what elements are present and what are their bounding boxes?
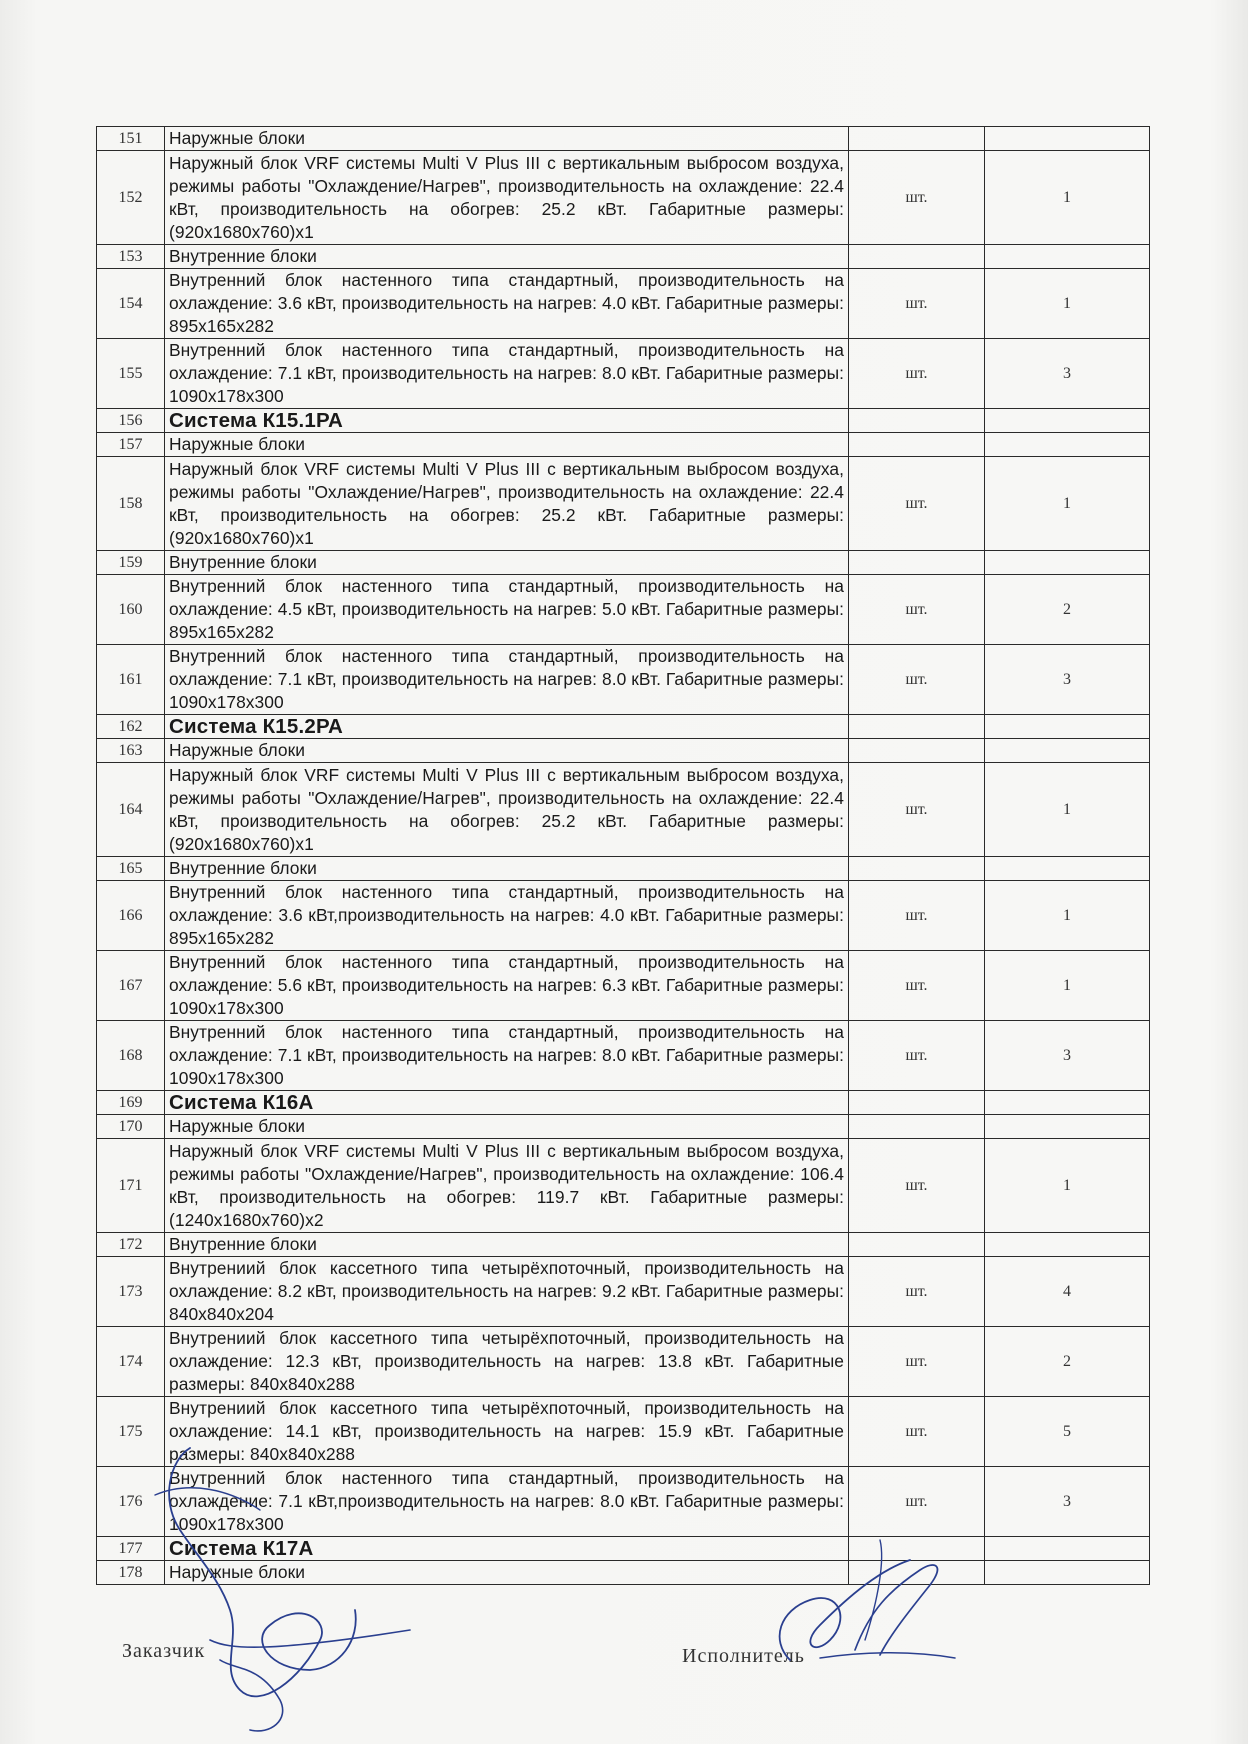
quantity: 1: [985, 763, 1150, 857]
row-number: 168: [97, 1021, 165, 1091]
unit-of-measure: [849, 739, 985, 763]
row-number: 164: [97, 763, 165, 857]
quantity: [985, 739, 1150, 763]
item-description: Внутренний блок настенного типа стандартный, производительность на охлаждение: 3.6 кВт,производительность на нагрев: 4.0 кВт. Габаритные размеры: 895x165x282: [165, 881, 849, 951]
row-number: 162: [97, 715, 165, 739]
item-description: Внутренний блок настенного типа стандартный, производительность на охлаждение: 5.6 кВт, производительность на нагрев: 6.3 кВт. Габаритные размеры: 1090x178x300: [165, 951, 849, 1021]
quantity: 4: [985, 1257, 1150, 1327]
row-number: 151: [97, 127, 165, 151]
row-number: 152: [97, 151, 165, 245]
row-number: 154: [97, 269, 165, 339]
quantity: 3: [985, 1021, 1150, 1091]
row-number: 169: [97, 1091, 165, 1115]
row-number: 177: [97, 1537, 165, 1561]
item-description: Наружные блоки: [165, 1561, 849, 1585]
row-number: 165: [97, 857, 165, 881]
row-number: 174: [97, 1327, 165, 1397]
item-description: Внутренний блок настенного типа стандартный, производительность на охлаждение: 7.1 кВт, производительность на нагрев: 8.0 кВт. Габаритные размеры: 1090x178x300: [165, 1021, 849, 1091]
table-row: [97, 739, 1150, 763]
quantity: [985, 1561, 1150, 1585]
table-row: [97, 127, 1150, 151]
item-description: Внутрениий блок кассетного типа четырёхпоточный, производительность на охлаждение: 8.2 кВт, производительность на нагрев: 9.2 кВт. Габаритные размеры: 840x840x204: [165, 1257, 849, 1327]
spec-table-body: [97, 127, 1150, 1585]
item-description: Внутренние блоки: [165, 1233, 849, 1257]
table-row: [97, 551, 1150, 575]
item-description: Система К15.1РА: [165, 409, 849, 433]
row-number: 176: [97, 1467, 165, 1537]
item-description: Наружные блоки: [165, 433, 849, 457]
quantity: 1: [985, 457, 1150, 551]
table-row: [97, 881, 1150, 951]
row-number: 156: [97, 409, 165, 433]
system-header-row: [97, 715, 1150, 739]
item-description: Внутрениий блок кассетного типа четырёхпоточный, производительность на охлаждение: 12.3 кВт, производительность на нагрев: 13.8 кВт. Габаритные размеры: 840x840x288: [165, 1327, 849, 1397]
unit-of-measure: шт.: [849, 763, 985, 857]
row-number: 170: [97, 1115, 165, 1139]
item-description: Внутренние блоки: [165, 245, 849, 269]
row-number: 175: [97, 1397, 165, 1467]
unit-of-measure: [849, 551, 985, 575]
row-number: 173: [97, 1257, 165, 1327]
table-row: [97, 433, 1150, 457]
item-description: Наружный блок VRF системы Multi V Plus III с вертикальным выбросом воздуха, режимы работы "Охлаждение/Нагрев", производительность на охлаждение: 22.4 кВт, производительность на обогрев: 25.2 кВт. Габаритные размеры: (920x1680x760)x1: [165, 457, 849, 551]
unit-of-measure: шт.: [849, 269, 985, 339]
row-number: 153: [97, 245, 165, 269]
item-description: Внутренние блоки: [165, 551, 849, 575]
item-description: Система К15.2РА: [165, 715, 849, 739]
table-row: [97, 951, 1150, 1021]
unit-of-measure: шт.: [849, 1327, 985, 1397]
unit-of-measure: [849, 409, 985, 433]
table-row: [97, 245, 1150, 269]
quantity: 1: [985, 269, 1150, 339]
row-number: 163: [97, 739, 165, 763]
quantity: 3: [985, 339, 1150, 409]
unit-of-measure: шт.: [849, 151, 985, 245]
unit-of-measure: [849, 127, 985, 151]
item-description: Наружные блоки: [165, 127, 849, 151]
unit-of-measure: [849, 1115, 985, 1139]
customer-label: Заказчик: [122, 1640, 206, 1662]
row-number: 157: [97, 433, 165, 457]
row-number: 155: [97, 339, 165, 409]
item-description: Система К17А: [165, 1537, 849, 1561]
table-row: [97, 269, 1150, 339]
unit-of-measure: шт.: [849, 339, 985, 409]
item-description: Внутрениий блок кассетного типа четырёхпоточный, производительность на охлаждение: 14.1 кВт, производительность на нагрев: 15.9 кВт. Габаритные размеры: 840x840x288: [165, 1397, 849, 1467]
quantity: [985, 433, 1150, 457]
quantity: [985, 1233, 1150, 1257]
unit-of-measure: [849, 245, 985, 269]
contractor-label: Исполнитель: [682, 1645, 805, 1667]
quantity: 5: [985, 1397, 1150, 1467]
row-number: 178: [97, 1561, 165, 1585]
table-row: [97, 1257, 1150, 1327]
table-row: [97, 575, 1150, 645]
item-description: Наружный блок VRF системы Multi V Plus III с вертикальным выбросом воздуха, режимы работы "Охлаждение/Нагрев", производительность на охлаждение: 22.4 кВт, производительность на обогрев: 25.2 кВт. Габаритные размеры: (920x1680x760)x1: [165, 763, 849, 857]
row-number: 171: [97, 1139, 165, 1233]
unit-of-measure: шт.: [849, 1021, 985, 1091]
unit-of-measure: [849, 1091, 985, 1115]
item-description: Наружный блок VRF системы Multi V Plus III с вертикальным выбросом воздуха, режимы работы "Охлаждение/Нагрев", производительность на охлаждение: 106.4 кВт, производительность на обогрев: 119.7 кВт. Габаритные размеры: (1240x1680x760)x2: [165, 1139, 849, 1233]
quantity: 1: [985, 951, 1150, 1021]
table-row: [97, 1233, 1150, 1257]
unit-of-measure: шт.: [849, 1397, 985, 1467]
row-number: 172: [97, 1233, 165, 1257]
unit-of-measure: [849, 433, 985, 457]
table-row: [97, 1115, 1150, 1139]
row-number: 160: [97, 575, 165, 645]
item-description: Наружные блоки: [165, 739, 849, 763]
item-description: Наружные блоки: [165, 1115, 849, 1139]
system-header-row: [97, 1091, 1150, 1115]
quantity: [985, 857, 1150, 881]
quantity: [985, 1537, 1150, 1561]
unit-of-measure: шт.: [849, 1257, 985, 1327]
table-row: [97, 763, 1150, 857]
item-description: Наружный блок VRF системы Multi V Plus III с вертикальным выбросом воздуха, режимы работы "Охлаждение/Нагрев", производительность на охлаждение: 22.4 кВт, производительность на обогрев: 25.2 кВт. Габаритные размеры: (920x1680x760)x1: [165, 151, 849, 245]
item-description: Внутренний блок настенного типа стандартный, производительность на охлаждение: 7.1 кВт, производительность на нагрев: 8.0 кВт. Габаритные размеры: 1090x178x300: [165, 339, 849, 409]
unit-of-measure: шт.: [849, 881, 985, 951]
quantity: 2: [985, 1327, 1150, 1397]
item-description: Внутренний блок настенного типа стандартный, производительность на охлаждение: 4.5 кВт, производительность на нагрев: 5.0 кВт. Габаритные размеры: 895x165x282: [165, 575, 849, 645]
quantity: 2: [985, 575, 1150, 645]
unit-of-measure: шт.: [849, 575, 985, 645]
item-description: Система К16А: [165, 1091, 849, 1115]
quantity: [985, 1115, 1150, 1139]
table-row: [97, 857, 1150, 881]
row-number: 167: [97, 951, 165, 1021]
customer-signature: [150, 1440, 420, 1740]
system-header-row: [97, 409, 1150, 433]
unit-of-measure: [849, 857, 985, 881]
table-row: [97, 1021, 1150, 1091]
row-number: 161: [97, 645, 165, 715]
table-row: [97, 1139, 1150, 1233]
unit-of-measure: [849, 1233, 985, 1257]
unit-of-measure: шт.: [849, 951, 985, 1021]
quantity: 3: [985, 1467, 1150, 1537]
quantity: 3: [985, 645, 1150, 715]
quantity: 1: [985, 151, 1150, 245]
item-description: Внутренний блок настенного типа стандартный, производительность на охлаждение: 7.1 кВт,производительность на нагрев: 8.0 кВт. Габаритные размеры: 1090x178x300: [165, 1467, 849, 1537]
quantity: [985, 1091, 1150, 1115]
unit-of-measure: шт.: [849, 1467, 985, 1537]
quantity: [985, 409, 1150, 433]
unit-of-measure: шт.: [849, 1139, 985, 1233]
quantity: [985, 127, 1150, 151]
unit-of-measure: [849, 715, 985, 739]
table-row: [97, 1327, 1150, 1397]
item-description: Внутренние блоки: [165, 857, 849, 881]
unit-of-measure: шт.: [849, 457, 985, 551]
item-description: Внутренний блок настенного типа стандартный, производительность на охлаждение: 3.6 кВт, производительность на нагрев: 4.0 кВт. Габаритные размеры: 895x165x282: [165, 269, 849, 339]
unit-of-measure: шт.: [849, 645, 985, 715]
table-row: [97, 645, 1150, 715]
equipment-spec-table: [96, 126, 1150, 1585]
quantity: [985, 551, 1150, 575]
row-number: 166: [97, 881, 165, 951]
row-number: 158: [97, 457, 165, 551]
quantity: 1: [985, 1139, 1150, 1233]
quantity: 1: [985, 881, 1150, 951]
table-row: [97, 151, 1150, 245]
quantity: [985, 715, 1150, 739]
row-number: 159: [97, 551, 165, 575]
table-row: [97, 457, 1150, 551]
contractor-signature: [760, 1530, 960, 1670]
item-description: Внутренний блок настенного типа стандартный, производительность на охлаждение: 7.1 кВт, производительность на нагрев: 8.0 кВт. Габаритные размеры: 1090x178x300: [165, 645, 849, 715]
table-row: [97, 339, 1150, 409]
quantity: [985, 245, 1150, 269]
